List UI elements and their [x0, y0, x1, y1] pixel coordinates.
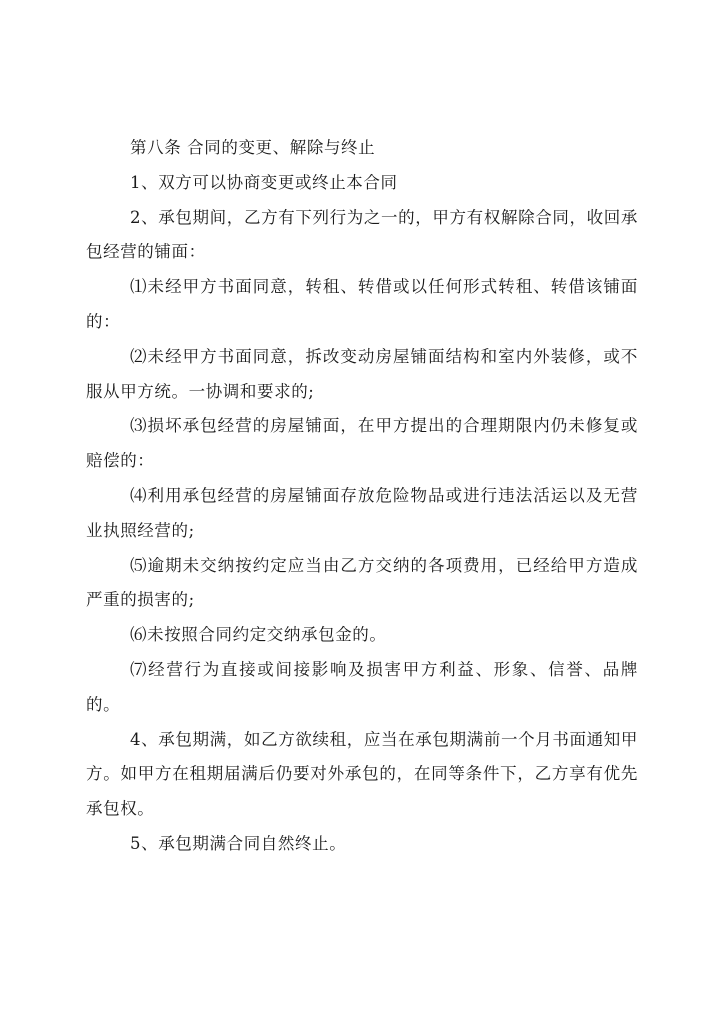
clause-5: 5、承包期满合同自然终止。: [130, 833, 347, 853]
clause-2-item-3: ⑶损坏承包经营的房屋铺面，在甲方提出的合理期限内仍未修复或赔偿的：: [86, 416, 638, 471]
document-body: [86, 131, 638, 862]
clause-2-item-6: ⑹未按照合同约定交纳承包金的。: [130, 625, 387, 645]
clause-1: 1、双方可以协商变更或终止本合同: [130, 172, 398, 192]
clause-2-item-7: ⑺经营行为直接或间接影响及损害甲方利益、形象、信誉、品牌的。: [86, 659, 638, 714]
section-heading: 第八条 合同的变更、解除与终止: [130, 138, 376, 157]
clause-4: 4、承包期满，如乙方欲续租，应当在承包期满前一个月书面通知甲方。如甲方在租期届满后仍要对外承包的，在同等条件下，乙方享有优先承包权。: [86, 729, 638, 819]
clause-2-item-5: ⑸逾期未交纳按约定应当由乙方交纳的各项费用，已经给甲方造成严重的损害的;: [86, 555, 638, 610]
clause-2-item-4: ⑷利用承包经营的房屋铺面存放危险物品或进行违法活运以及无营业执照经营的;: [86, 485, 638, 540]
clause-2-item-1: ⑴未经甲方书面同意，转租、转借或以任何形式转租、转借该铺面的：: [86, 277, 638, 331]
clause-2-item-2: ⑵未经甲方书面同意，拆改变动房屋铺面结构和室内外装修，或不服从甲方统。一协调和要求的;: [86, 346, 638, 401]
clause-2: 2、承包期间，乙方有下列行为之一的，甲方有权解除合同，收回承包经营的铺面：: [86, 207, 638, 262]
